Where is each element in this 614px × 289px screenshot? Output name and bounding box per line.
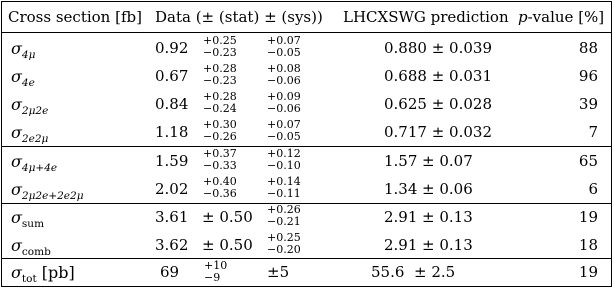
sys-uncertainty: +0.26 −0.21 bbox=[267, 203, 301, 228]
prediction-error: ± 0.13 bbox=[422, 236, 473, 254]
data-value: 0.84 bbox=[155, 95, 189, 113]
stat-uncertainty: +0.30 −0.26 bbox=[203, 118, 237, 143]
stat-uncertainty: ± 0.50 bbox=[202, 208, 253, 226]
row-label: $\sigma_{2\mu 2e+2e2\mu}$ bbox=[11, 180, 84, 202]
rule-header bbox=[2, 32, 611, 33]
row-label: $\sigma_{sum}$ bbox=[11, 208, 45, 230]
data-value: 1.59 bbox=[155, 152, 189, 170]
prediction-value: 55.6 bbox=[371, 263, 405, 281]
stat-uncertainty: +0.37 −0.33 bbox=[203, 147, 237, 172]
header-p-letter: p bbox=[518, 8, 528, 26]
row-label: $\sigma_{comb}$ bbox=[11, 236, 51, 258]
stat-uncertainty: +0.28 −0.23 bbox=[203, 62, 237, 87]
header-p-rest: -value [%] bbox=[527, 8, 605, 26]
prediction-value: 0.717 ± 0.032 bbox=[384, 123, 492, 141]
header-cross-section: Cross section [fb] bbox=[8, 8, 142, 26]
p-value: 19 bbox=[578, 263, 598, 281]
row-label: $\sigma_{4\mu}$ bbox=[11, 39, 36, 61]
rule-group-3 bbox=[2, 258, 611, 259]
data-value: 0.67 bbox=[155, 67, 189, 85]
data-value: 3.61 bbox=[155, 208, 189, 226]
sys-uncertainty: +0.07 −0.05 bbox=[267, 34, 301, 59]
sys-uncertainty: ±5 bbox=[267, 263, 290, 281]
header-data: Data (± (stat) ± (sys)) bbox=[155, 8, 323, 26]
row-label: $\sigma_{4\mu+4e}$ bbox=[11, 152, 58, 174]
prediction-value: 0.688 ± 0.031 bbox=[384, 67, 492, 85]
p-value: 6 bbox=[588, 180, 598, 198]
cross-section-table bbox=[1, 1, 612, 287]
prediction-value: 1.57 bbox=[384, 152, 418, 170]
prediction-value: 2.91 bbox=[384, 236, 418, 254]
prediction-value: 2.91 bbox=[384, 208, 418, 226]
p-value: 96 bbox=[578, 67, 598, 85]
prediction-error: ± 2.5 bbox=[414, 263, 456, 281]
p-value: 39 bbox=[578, 95, 598, 113]
sys-uncertainty: +0.09 −0.06 bbox=[267, 90, 301, 115]
row-label: $\sigma_{tot}$ [pb] bbox=[11, 263, 75, 285]
prediction-value: 0.625 ± 0.028 bbox=[384, 95, 492, 113]
rule-group-2 bbox=[2, 203, 611, 204]
prediction-value: 1.34 bbox=[384, 180, 418, 198]
row-label: $\sigma_{2\mu 2e}$ bbox=[11, 95, 49, 117]
sys-uncertainty: +0.25 −0.20 bbox=[267, 231, 301, 256]
rule-group-1 bbox=[2, 146, 611, 147]
prediction-error: ± 0.13 bbox=[422, 208, 473, 226]
row-label: $\sigma_{4e}$ bbox=[11, 67, 35, 89]
p-value: 88 bbox=[578, 39, 598, 57]
stat-uncertainty: +0.28 −0.24 bbox=[203, 90, 237, 115]
data-value: 1.18 bbox=[155, 123, 189, 141]
data-value: 2.02 bbox=[155, 180, 189, 198]
data-value: 0.92 bbox=[155, 39, 189, 57]
sys-uncertainty: +0.14 −0.11 bbox=[267, 175, 301, 200]
header-p-value bbox=[518, 10, 604, 25]
row-label: $\sigma_{2e2\mu}$ bbox=[11, 123, 49, 145]
p-value: 18 bbox=[578, 236, 598, 254]
p-value: 19 bbox=[578, 208, 598, 226]
data-value: 3.62 bbox=[155, 236, 189, 254]
prediction-value: 0.880 ± 0.039 bbox=[384, 39, 492, 57]
sys-uncertainty: +0.07 −0.05 bbox=[267, 118, 301, 143]
stat-uncertainty: +0.25 −0.23 bbox=[203, 34, 237, 59]
sys-uncertainty: +0.12 −0.10 bbox=[267, 147, 301, 172]
sys-uncertainty: +0.08 −0.06 bbox=[267, 62, 301, 87]
stat-uncertainty: +10 −9 bbox=[204, 259, 228, 284]
stat-uncertainty: ± 0.50 bbox=[202, 236, 253, 254]
header-prediction: LHCXSWG prediction bbox=[343, 8, 509, 26]
p-value: 7 bbox=[588, 123, 598, 141]
stat-uncertainty: +0.40 −0.36 bbox=[203, 175, 237, 200]
prediction-error: ± 0.06 bbox=[422, 180, 473, 198]
prediction-error: ± 0.07 bbox=[422, 152, 473, 170]
p-value: 65 bbox=[578, 152, 598, 170]
data-value: 69 bbox=[160, 263, 180, 281]
